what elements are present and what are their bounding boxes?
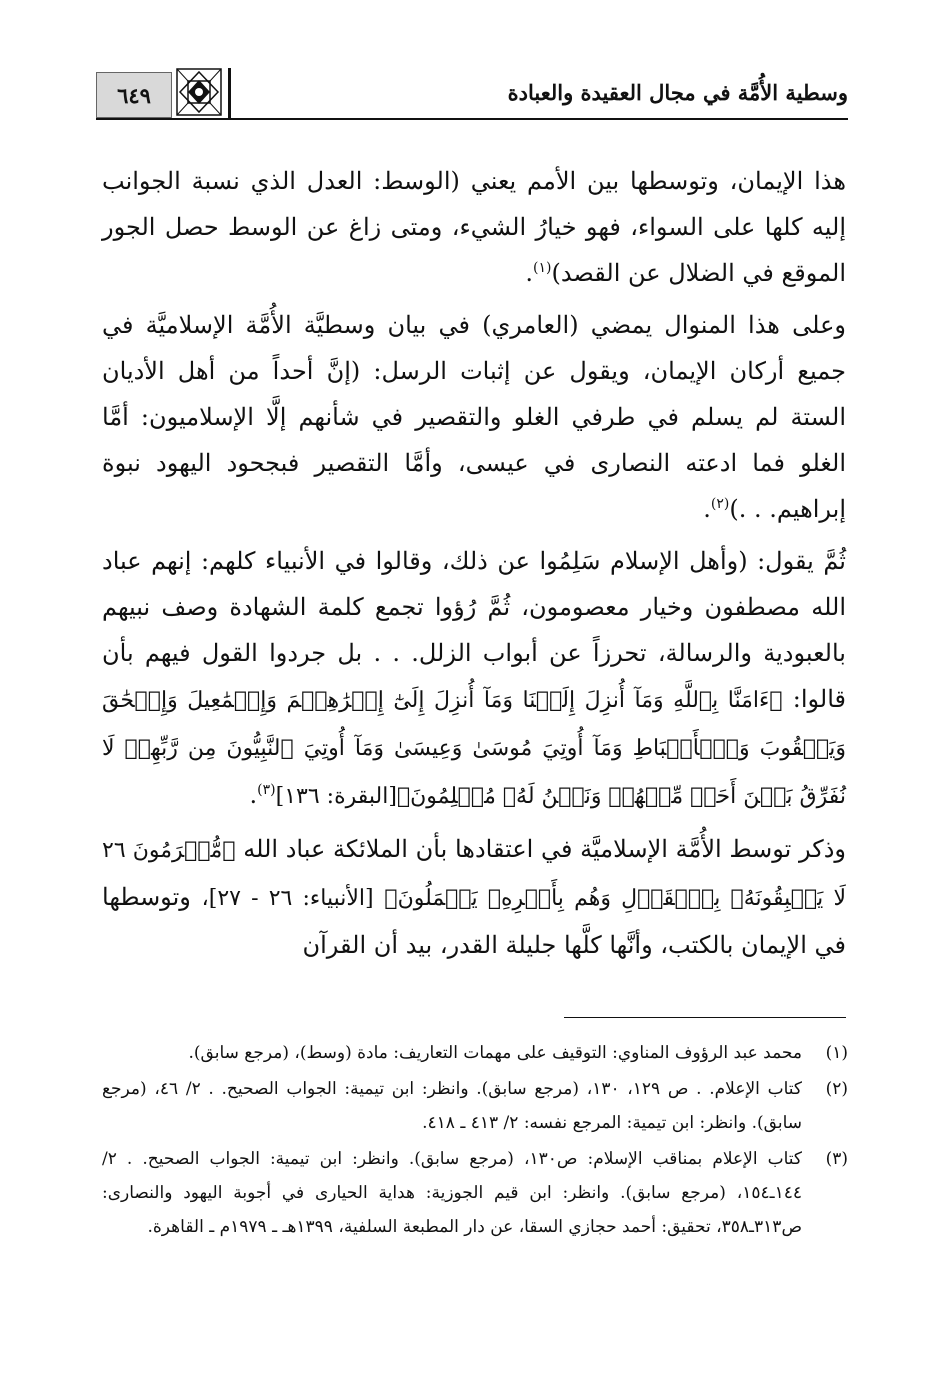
footnote-separator <box>564 1017 846 1018</box>
footnote-number: (٢) <box>825 1079 848 1099</box>
running-title: وسطية الأُمَّة في مجال العقيدة والعبادة <box>507 80 848 105</box>
footnotes <box>102 1036 848 1246</box>
paragraph-1 <box>102 158 846 296</box>
verse-citation-baqarah: [البقرة: ١٣٦] <box>275 784 397 809</box>
quran-verse-anbiya: ﴿مُّكۡرَمُونَ ٢٦ لَا يَسۡبِقُونَهُۥ بِٱلۡقَوۡلِ وَهُم بِأَمۡرِهِۦ يَعۡمَلُونَ﴾ <box>102 838 846 911</box>
footnote-number: (٣) <box>825 1149 848 1169</box>
paragraph-2 <box>102 302 846 532</box>
paragraph-1-end: . <box>525 259 533 287</box>
paragraph-4-continuation: وتوسطها في الإيمان بالكتب، وأنَّها كلَّها جليلة القدر، بيد أن القرآن <box>102 883 846 959</box>
header-rule <box>96 118 848 120</box>
footnote-2 <box>102 1072 848 1140</box>
header-divider <box>228 68 231 118</box>
main-text <box>102 158 846 974</box>
footnote-text: كتاب الإعلام. . ص ١٢٩، ١٣٠، (مرجع سابق). وانظر: ابن تيمية: الجواب الصحيح. . ٢/ ٤٦، (مرجع سابق). وانظر: ابن تيمية: المرجع نفسه: ٢/ ٤١٣ ـ ٤١٨. <box>102 1079 802 1133</box>
paragraph-3-end: . <box>249 781 258 809</box>
footnote-text: محمد عبد الرؤوف المناوي: التوقيف على مهمات التعاريف: مادة (وسط)، (مرجع سابق). <box>188 1043 802 1063</box>
paragraph-3-text: ثُمَّ يقول: (وأهل الإسلام سَلِمُوا عن ذلك، وقالوا في الأنبياء كلهم: إنهم عباد الله مصطفون وخيار معصومون، ثُمَّ رُؤوا تجمع كلمة الشهادة وصف نبيهم بالعبودية والرسالة، تحرزاً عن أبواب الزلل. . . بل جردوا القول فيهم بأن قالوا: <box>102 547 846 713</box>
footnote-3 <box>102 1142 848 1244</box>
verse-citation-anbiya: [الأنبياء: ٢٦ - ٢٧]، <box>201 886 374 911</box>
ornament-icon <box>176 68 222 116</box>
paragraph-4-text: وذكر توسط الأُمَّة الإسلاميَّة في اعتقادها بأن الملائكة عباد الله <box>243 835 847 863</box>
page-number: ٦٤٩ <box>96 72 172 118</box>
paragraph-1-text: هذا الإيمان، وتوسطها بين الأمم يعني (الوسط: العدل الذي نسبة الجوانب إليه كلها على السواء، فهو خيارُ الشيء، ومتى زاغ عن الوسط حصل الجور الموقع في الضلال عن القصد) <box>102 167 846 287</box>
paragraph-3 <box>102 538 846 820</box>
footnote-ref-2: (٢) <box>710 496 730 512</box>
paragraph-2-end: . <box>703 495 711 523</box>
footnote-1 <box>102 1036 848 1070</box>
paragraph-2-text: وعلى هذا المنوال يمضي (العامري) في بيان وسطيَّة الأُمَّة الإسلاميَّة في جميع أركان الإيمان، ويقول عن إثبات الرسل: (إنَّ أحداً من أهل الأديان الستة لم يسلم في طرفي الغلو والتقصير في شأنهم إلَّا الإسلاميون: أمَّا الغلو فما ادعته النصارى في عيسى، وأمَّا التقصير فبجحود اليهود نبوة إبراهيم. . .) <box>102 311 846 523</box>
page-header <box>96 66 848 122</box>
footnote-ref-3: (٣) <box>257 782 276 798</box>
quran-verse-baqarah: ﴿ءَامَنَّا بِٱللَّهِ وَمَآ أُنزِلَ إِلَيۡنَا وَمَآ أُنزِلَ إِلَىٰٓ إِبۡرَٰهِـۧمَ وَإِسۡمَٰعِيلَ وَإِسۡحَٰقَ وَيَعۡقُوبَ وَٱلۡأَسۡبَاطِ وَمَآ أُوتِيَ مُوسَىٰ وَعِيسَىٰ وَمَآ أُوتِيَ ٱلنَّبِيُّونَ مِن رَّبِّهِمۡ لَا نُفَرِّقُ بَيۡنَ أَحَدٖ مِّنۡهُمۡ وَنَحۡنُ لَهُۥ مُسۡلِمُونَ﴾ <box>102 688 846 809</box>
footnote-text: كتاب الإعلام بمناقب الإسلام: ص١٣٠، (مرجع سابق). وانظر: ابن تيمية: الجواب الصحيح. . ٢/ ١٤٤ـ١٥٤، (مرجع سابق). وانظر: ابن قيم الجوزية: هداية الحيارى في أجوبة اليهود والنصارى: ص٣١٣ـ٣٥٨، تحقيق: أحمد حجازي السقا، عن دار المطبعة السلفية، ١٣٩٩هـ ـ ١٩٧٩م ـ القاهرة. <box>102 1149 802 1237</box>
footnote-number: (١) <box>825 1043 848 1063</box>
footnote-ref-1: (١) <box>533 260 552 276</box>
paragraph-4 <box>102 826 846 968</box>
